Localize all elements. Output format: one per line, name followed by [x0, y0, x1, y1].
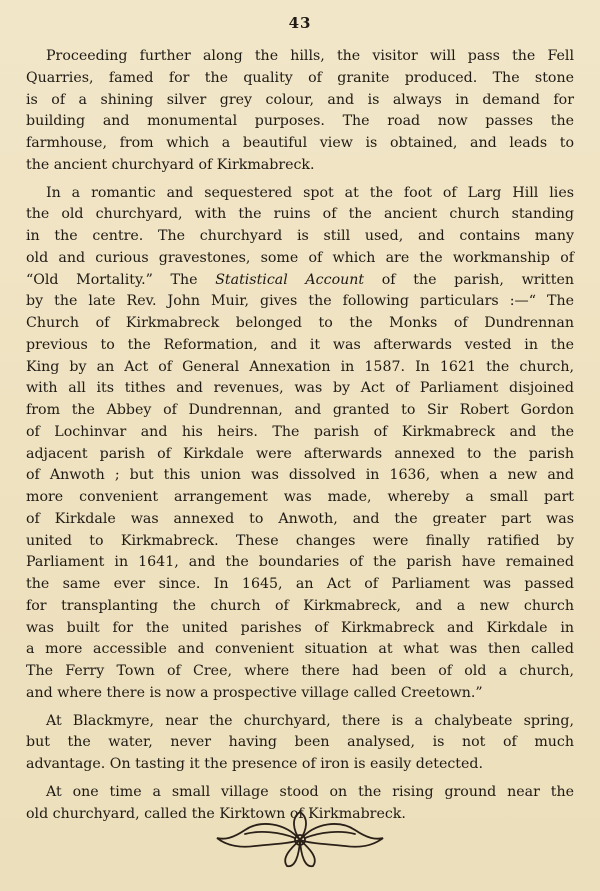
text-line: by the late Rev. John Muir, gives the following particulars :—“ The	[26, 293, 574, 310]
text-line: advantage. On tasting it the presence of iron is easily detected.	[26, 756, 483, 772]
text-fragment: “Old Mortality.” The	[26, 271, 198, 288]
text-line: with all its tithes and revenues, was by Act of Parliament disjoined	[26, 380, 574, 397]
text-line: the same ever since. In 1645, an Act of Parliament was passed	[26, 576, 574, 592]
text-line: the ancient churchyard of Kirkmabreck.	[26, 156, 315, 173]
text-line: united to Kirkmabreck. These changes were finally ratified by	[26, 532, 574, 549]
text-line: of Lochinvar and his heirs. The parish of Kirkmabreck and the	[26, 423, 574, 440]
text-line: more convenient arrangement was made, whereby a small part	[26, 489, 574, 505]
text-line: Quarries, famed for the quality of granite produced. The stone	[26, 69, 574, 86]
text-line: in the centre. The churchyard is still used, and contains many	[26, 228, 574, 244]
text-line: is of a shining silver grey colour, and is always in demand for	[26, 91, 574, 108]
body-text	[26, 46, 574, 831]
text-line: of Kirkdale was annexed to Anwoth, and the greater part was	[26, 510, 574, 527]
text-line: was built for the united parishes of Kirkmabreck and Kirkdale in	[26, 619, 574, 636]
text-line: King by an Act of General Annexation in 1587. In 1621 the church,	[26, 358, 574, 375]
text-line: At Blackmyre, near the churchyard, there is a chalybeate spring,	[46, 712, 574, 729]
text-line-with-citation	[26, 270, 574, 292]
text-line: but the water, never having been analysed, is not of much	[26, 734, 574, 751]
text-line: old churchyard, called the Kirktown of Kirkmabreck.	[26, 805, 406, 822]
text-line: and where there is now a prospective village called Creetown.”	[26, 684, 483, 701]
text-line: from the Abbey of Dundrennan, and granted to Sir Robert Gordon	[26, 402, 574, 418]
text-line: In a romantic and sequestered spot at the foot of Larg Hill lies	[46, 184, 574, 201]
text-line: At one time a small village stood on the rising ground near the	[46, 783, 574, 800]
paragraph-fell-quarries	[26, 46, 574, 177]
paragraph-old-churchyard	[26, 183, 574, 705]
text-line: the old churchyard, with the ruins of the ancient church standing	[26, 206, 574, 223]
page-number: 43	[288, 14, 312, 32]
text-line: The Ferry Town of Cree, where there had been of old a church,	[26, 663, 574, 679]
text-line: previous to the Reformation, and it was afterwards vested in the	[26, 336, 574, 353]
text-line: a more accessible and convenient situation at what was then called	[26, 641, 574, 658]
floral-ribbon-ornament-icon	[215, 808, 385, 872]
book-title-statistical-account: Statistical Account	[215, 271, 365, 288]
text-line: adjacent parish of Kirkdale were afterwards annexed to the parish	[26, 445, 574, 462]
paragraph-chalybeate-spring	[26, 711, 574, 776]
text-line: of Anwoth ; but this union was dissolved in 1636, when a new and	[26, 467, 574, 484]
text-line: Proceeding further along the hills, the visitor will pass the Fell	[46, 48, 574, 64]
text-line: farmhouse, from which a beautiful view is obtained, and leads to	[26, 135, 574, 151]
text-line: for transplanting the church of Kirkmabreck, and a new church	[26, 597, 574, 614]
text-line: Church of Kirkmabreck belonged to the Monks of Dundrennan	[26, 315, 574, 331]
text-fragment: of the parish, written	[381, 271, 574, 288]
text-line: old and curious gravestones, some of which are the workmanship of	[26, 249, 574, 266]
text-line: building and monumental purposes. The road now passes the	[26, 113, 574, 130]
text-line: Parliament in 1641, and the boundaries of the parish have remained	[26, 554, 574, 571]
